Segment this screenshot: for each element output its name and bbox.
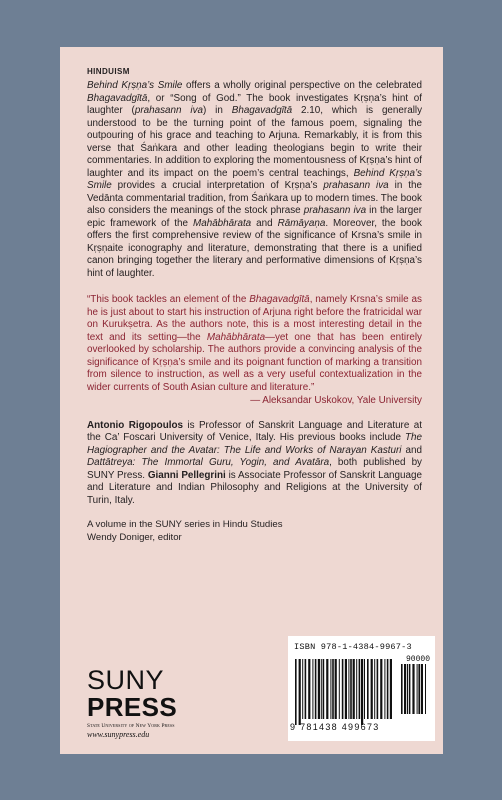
- text-run: provides a crucial interpretation of Kṛṣṇa’s: [111, 180, 324, 191]
- text-run: offers a wholly original perspective on the celebrated: [182, 80, 422, 91]
- barcode-digits: 9 781438 499673: [290, 722, 380, 732]
- editor-line: Wendy Doniger, editor: [87, 531, 182, 543]
- text-run: in the larger epic framework of the: [87, 205, 422, 229]
- series-line: A volume in the SUNY series in Hindu Studies: [87, 519, 283, 530]
- italic-text: Behind Kṛṣṇa’s Smile: [87, 167, 422, 191]
- italic-text: Mahābhārata: [192, 217, 252, 229]
- quote-attribution: — Aleksandar Uskokov, Yale University: [250, 395, 422, 406]
- logo-suny: SUNY: [87, 665, 165, 695]
- isbn-text: ISBN 978-1-4384-9967-3: [294, 642, 412, 652]
- italic-text: Bhagavadgītā: [231, 105, 293, 116]
- barcode-box: [288, 636, 435, 741]
- price-code: 90000: [405, 655, 430, 664]
- italic-text: prahasann iva: [323, 180, 389, 191]
- barcode-supplement-bars: [400, 664, 430, 720]
- bold-text: Gianni Pellegrini: [147, 469, 226, 481]
- text-run: “This book tackles an element of the: [87, 294, 250, 305]
- publisher-university: State University of New York Press: [87, 723, 175, 729]
- text-run: is Professor of Sanskrit Language and Literature at the Ca’ Foscari University of Venice, Italy. His previous books include: [87, 419, 422, 443]
- text-run: and: [401, 444, 422, 456]
- italic-text: prahasann iva: [303, 205, 367, 216]
- text-run: . Moreover, the book offers the first comprehensive review of the significance of Krsna’s smile in Kṛṣṇaite iconography and literature, demonstrating that there is a unified canon bringing together the literary and performative dimensions of Kṛṣṇa’s hint of laughter.: [87, 217, 422, 279]
- italic-text: Bhagavadgītā: [249, 294, 310, 305]
- italic-text: Rāmāyaṇa: [277, 217, 326, 229]
- category-label: HINDUISM: [87, 67, 130, 76]
- text-run: is Associate Professor of Sanskrit Language and Literature and Indian Philosophy and Religions at the University of Turin, Italy.: [87, 469, 423, 506]
- text-run: ) in: [203, 105, 232, 116]
- text-run: , both published by SUNY Press.: [87, 457, 422, 481]
- endorsement-quote: [87, 294, 422, 394]
- content-column: [87, 67, 422, 544]
- description-paragraph: [87, 80, 422, 280]
- logo-press: PRESS: [87, 692, 178, 722]
- text-run: , or “Song of God.” The book investigates Kṛṣṇa’s hint of laughter (: [87, 92, 422, 116]
- italic-text: The Hagiographer and the Avatar: The Life and Works of Narayan Kasturi: [87, 432, 422, 456]
- italic-text: Behind Kṛṣṇa’s Smile: [87, 80, 183, 91]
- text-panel: [60, 47, 443, 754]
- suny-press-logo: [87, 667, 247, 739]
- italic-text: Dattātreya: The Immortal Guru, Yogin, and Avatāra: [87, 457, 330, 468]
- text-run: , namely Krsna’s smile as he is just about to start his instruction of Arjuna right before the fratricidal war on Kurukṣetra. As the authors note, this is a most interesting detail in the text and its setting—the: [87, 294, 422, 343]
- text-run: —yet one that has been entirely overlooked by scholarship. The authors provide a convincing analysis of the significance of Kṛṣṇa’s smile and its poignant function of marking a transition from silence to instruction, as well as a very useful contextualization in the wider currents of South Asian culture and literature.”: [87, 331, 422, 393]
- italic-text: prahasann iva: [134, 105, 204, 116]
- bold-text: Antonio Rigopoulos: [87, 419, 184, 431]
- italic-text: Bhagavadgītā: [87, 92, 148, 104]
- publisher-website: www.sunypress.edu: [87, 730, 150, 739]
- text-run: 2.10, which is generally understood to be the turning point of the famous poem, signaling the outpouring of his grace and teaching to Arjuna. Remarkably, it is from this verse that Śaṅkara and other leading theologians begin to write their commentaries. In addition to exploring the momentousness of Kṛṣṇa’s hint of laughter and its impact on the poem’s central teachings,: [87, 105, 423, 179]
- italic-text: Mahābhārata: [206, 331, 266, 343]
- author-bio: [87, 420, 422, 508]
- text-run: in the Vedānta commentarial tradition, from Śaṅkara up to modern times. The book also considers the meanings of the stock phrase: [87, 180, 423, 216]
- barcode-main-bars: [294, 659, 394, 725]
- text-run: and: [251, 217, 278, 229]
- series-info: [87, 519, 422, 544]
